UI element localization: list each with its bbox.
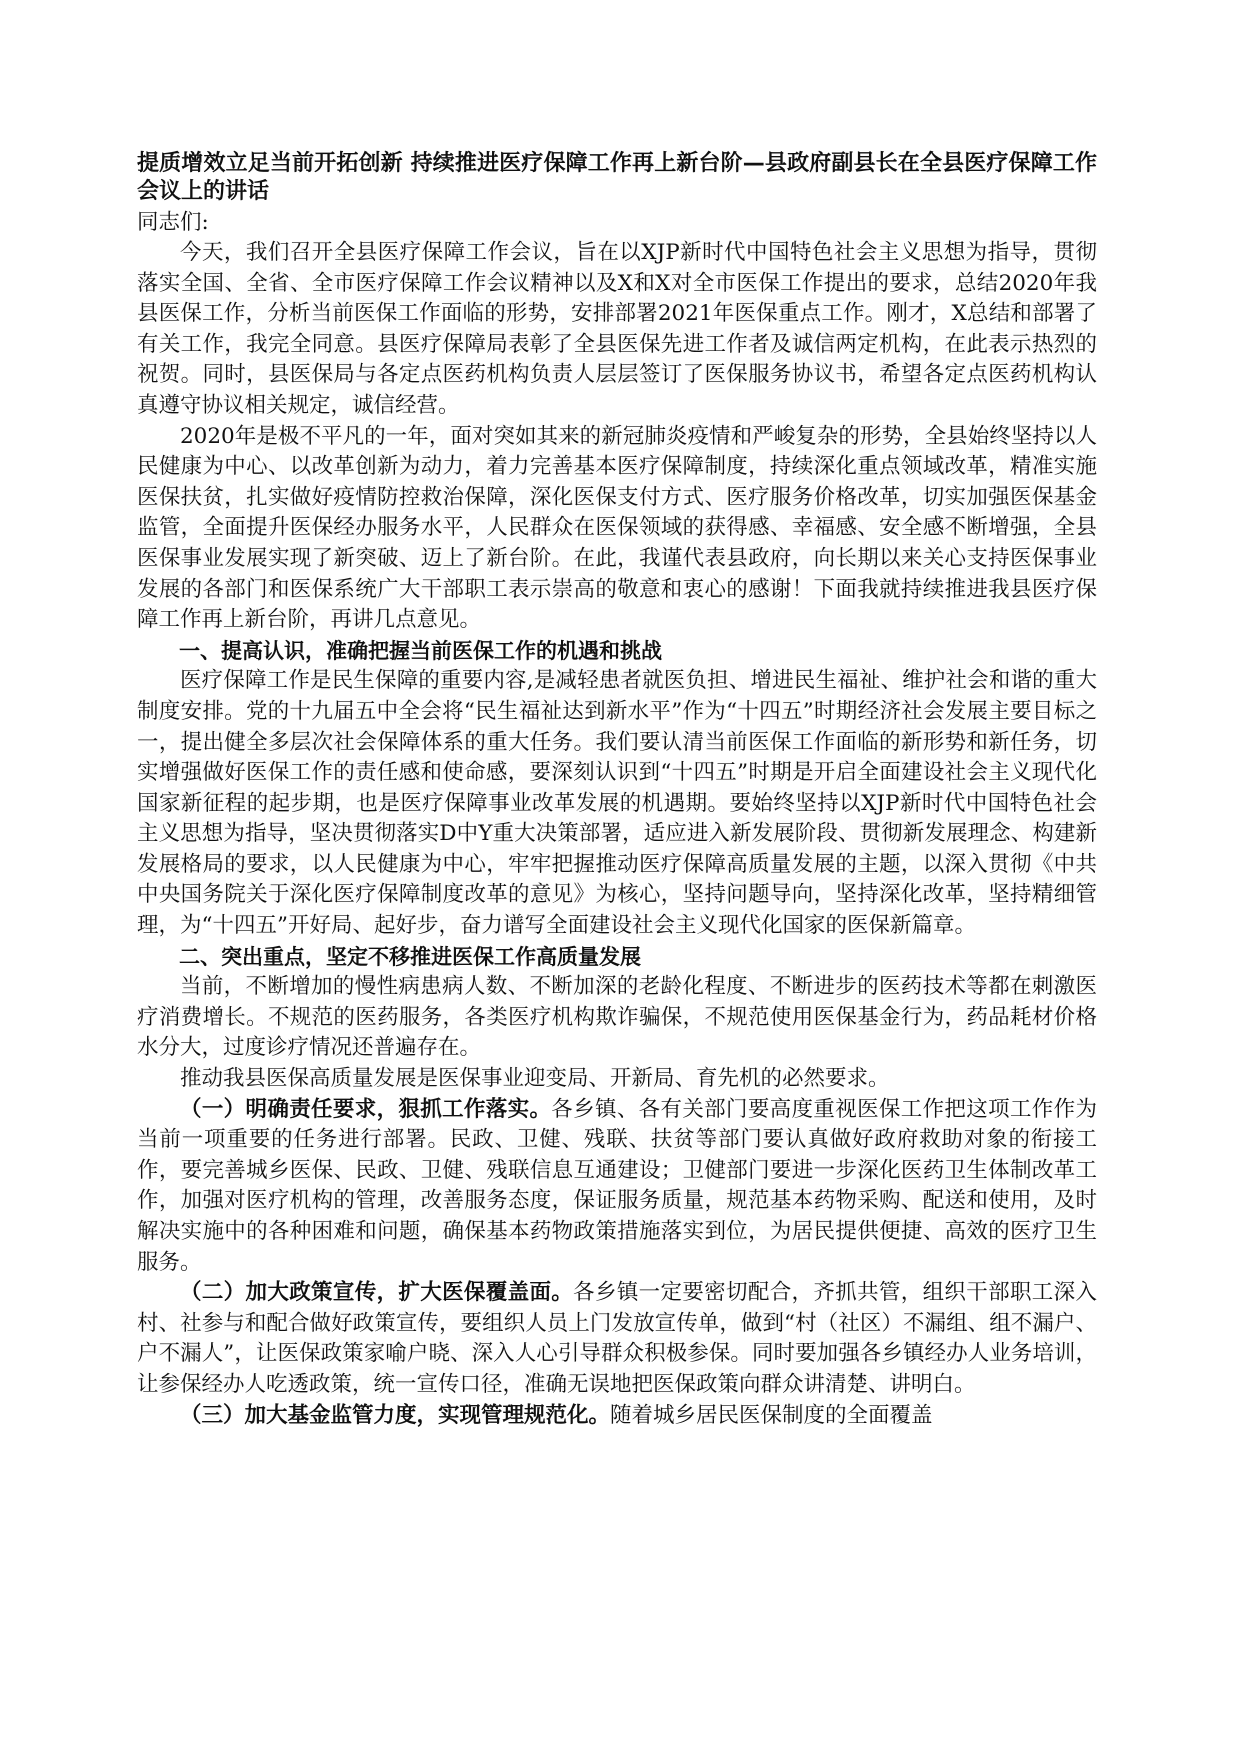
subsection-1 [137, 1095, 1097, 1279]
paragraph-current-issues: 当前，不断增加的慢性病患病人数、不断加深的老龄化程度、不断进步的医药技术等都在刺激医疗消费增长。不规范的医药服务，各类医疗机构欺诈骗保，不规范使用医保基金行为，药品耗材价格水分大，过度诊疗情况还普遍存在。 [137, 974, 1097, 1061]
paragraph-review-2020: 2020年是极不平凡的一年，面对突如其来的新冠肺炎疫情和严峻复杂的形势，全县始终坚持以人民健康为中心、以改革创新为动力，着力完善基本医疗保障制度，持续深化重点领域改革，精准实施医保扶贫，扎实做好疫情防控救治保障，深化医保支付方式、医疗服务价格改革，切实加强医保基金监管，全面提升医保经办服务水平，人民群众在医保领域的获得感、幸福感、安全感不断增强，全县医保事业发展实现了新突破、迈上了新台阶。在此，我谨代表县政府，向长期以来关心支持医保事业发展的各部门和医保系统广大干部职工表示崇高的敬意和衷心的感谢！下面我就持续推进我县医疗保障工作再上新台阶，再讲几点意见。 [137, 423, 1097, 633]
subsection-1-body: 各乡镇、各有关部门要高度重视医保工作把这项工作作为当前一项重要的任务进行部署。民政、卫健、残联、扶贫等部门要认真做好政府救助对象的衔接工作，要完善城乡医保、民政、卫健、残联信息互通建设；卫健部门要进一步深化医药卫生体制改革工作，加强对医疗机构的管理，改善服务态度，保证服务质量，规范基本药物采购、配送和使用，及时解决实施中的各种困难和问题，确保基本药物政策措施落实到位，为居民提供便捷、高效的医疗卫生服务。 [137, 1096, 1097, 1275]
document-title: 提质增效立足当前开拓创新 持续推进医疗保障工作再上新台阶—县政府副县长在全县医疗保障工作会议上的讲话 [137, 151, 1097, 204]
subsection-3-body: 随着城乡居民医保制度的全面覆盖 [610, 1402, 933, 1428]
salutation: 同志们: [137, 210, 209, 235]
section-heading-2: 二、突出重点，坚定不移推进医保工作高质量发展 [179, 944, 641, 969]
subsection-3 [137, 1401, 1097, 1432]
document-page [137, 150, 1097, 1431]
subsection-1-lead: （一）明确责任要求，狠抓工作落实。 [180, 1096, 552, 1122]
paragraph-high-quality-development: 推动我县医保高质量发展是医保事业迎变局、开新局、育先机的必然要求。 [180, 1066, 890, 1092]
subsection-2-body: 各乡镇一定要密切配合，齐抓共管，组织干部职工深入村、社参与和配合做好政策宣传，要组织人员上门发放宣传单，做到“村（社区）不漏组、组不漏户、户不漏人”，让医保政策家喻户晓、深入人心引导群众积极参保。同时要加强各乡镇经办人业务培训，让参保经办人吃透政策，统一宣传口径，准确无误地把医保政策向群众讲清楚、讲明白。 [137, 1280, 1097, 1397]
paragraph-opening: 今天，我们召开全县医疗保障工作会议，旨在以XJP新时代中国特色社会主义思想为指导，贯彻落实全国、全省、全市医疗保障工作会议精神以及X和X对全市医保工作提出的要求，总结2020年我县医保工作，分析当前医保工作面临的形势，安排部署2021年医保重点工作。刚才，X总结和部署了有关工作，我完全同意。县医疗保障局表彰了全县医保先进工作者及诚信两定机构，在此表示热烈的祝贺。同时，县医保局与各定点医药机构负责人层层签订了医保服务协议书，希望各定点医药机构认真遵守协议相关规定，诚信经营。 [137, 240, 1097, 418]
subsection-2 [137, 1278, 1097, 1400]
subsection-3-lead: （三）加大基金监管力度，实现管理规范化。 [180, 1402, 611, 1428]
section-heading-1: 一、提高认识，准确把握当前医保工作的机遇和挑战 [179, 638, 662, 663]
subsection-2-lead: （二）加大政策宣传，扩大医保覆盖面。 [180, 1280, 574, 1306]
paragraph-opportunities: 医疗保障工作是民生保障的重要内容,是减轻患者就医负担、增进民生福祉、维护社会和谐的重大制度安排。党的十九届五中全会将“民生福祉达到新水平”作为“十四五”时期经济社会发展主要目标之一，提出健全多层次社会保障体系的重大任务。我们要认清当前医保工作面临的新形势和新任务，切实增强做好医保工作的责任感和使命感，要深刻认识到“十四五”时期是开启全面建设社会主义现代化国家新征程的起步期，也是医疗保障事业改革发展的机遇期。要始终坚持以XJP新时代中国特色社会主义思想为指导，坚决贯彻落实D中Y重大决策部署，适应进入新发展阶段、贯彻新发展理念、构建新发展格局的要求，以人民健康为中心，牢牢把握推动医疗保障高质量发展的主题，以深入贯彻《中共中央国务院关于深化医疗保障制度改革的意见》为核心，坚持问题导向，坚持深化改革，坚持精细管理，为“十四五”开好局、起好步，奋力谱写全面建设社会主义现代化国家的医保新篇章。 [137, 668, 1097, 939]
